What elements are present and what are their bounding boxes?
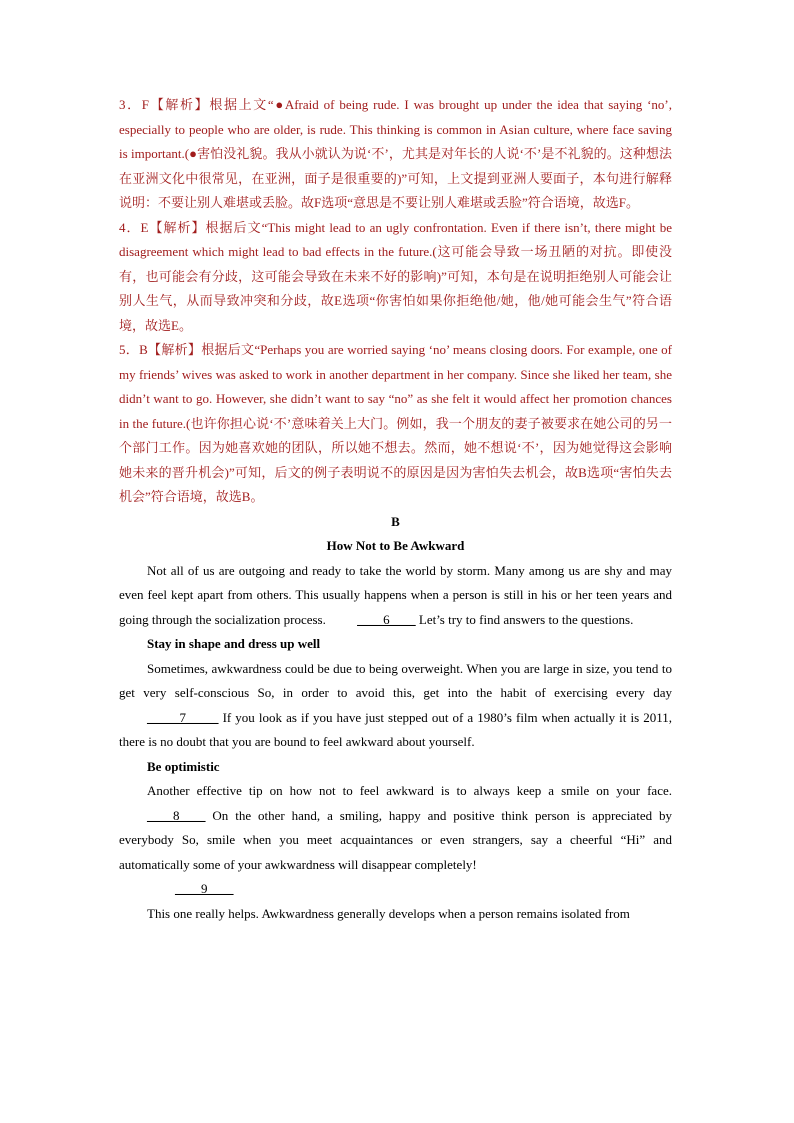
blank-7: _____7_____ (147, 709, 219, 725)
paragraph-be-optimistic: Another effective tip on how not to feel awkward is to always keep a smile on your face. ____8____ On the other hand, a smiling, happy and positive think person is appreciated by everybody So, smile when you meet acquaintances or even strangers, say a cheerful “Hi” and automatically some of your awkwardness will disappear completely! (119, 783, 672, 872)
paragraph-isolation: This one really helps. Awkwardness generally develops when a person remains isolated from (147, 905, 630, 921)
analysis-tag: 【解析】 (147, 342, 202, 357)
analysis-tag: 【解析】 (148, 219, 206, 235)
blank-9: ____9____ (175, 881, 234, 896)
document-content (119, 93, 672, 926)
answer-explanation-4 (119, 216, 672, 339)
answer-text: 根据后文“Perhaps you are worried saying ‘no’ means closing doors. For example, one of my friends’ wives was asked to work in another department in her company. Since she liked her team, she didn’t want to go. However, she didn’t want to say “no” as she felt it would affect her promotion chances in the future.(也许你担心说‘不’意味着关上大门。例如，我一个朋友的妻子被要求在她公司的另一个部门工作。因为她喜欢她的团队，所以她不想去。然而，她不想说‘不’，因为她觉得这会影响她未来的晋升机会)”可知，后文的例子表明说不的原因是因为害怕失去机会，故B选项“害怕失去机会”符合语境，故选B。 (119, 342, 672, 504)
answer-explanation-3 (119, 93, 672, 216)
answer-number: 5．B (119, 342, 148, 357)
analysis-tag: 【解析】 (149, 97, 210, 112)
subheading-stay-in-shape: Stay in shape and dress up well (147, 636, 321, 651)
answer-number: 3．F (119, 97, 150, 112)
passage-title: How Not to Be Awkward (326, 538, 465, 553)
blank-6: ____6____ (357, 611, 416, 627)
answer-text: 根据后文“This might lead to an ugly confrontation. Even if there isn’t, there might be disagreement which might lead to bad effects in the future.(这可能会导致一场丑陋的对抗。即使没有，也可能会有分歧，这可能会导致在未来不好的影响)”可知，本句是在说明拒绝别人可能会让别人生气，从而导致冲突和分歧，故E选项“你害怕如果你拒绝他/她，他/她可能会生气”符合语境，故选E。 (119, 219, 672, 333)
blank-8: ____8____ (147, 807, 206, 823)
paragraph-stay-in-shape: Sometimes, awkwardness could be due to being overweight. When you are large in size, you tend to get very self-conscious So, in order to avoid this, get into the habit of exercising every day _____7_____ If you look as if you have just stepped out of a 1980’s film when actually it is 2011, there is no doubt that you are bound to feel awkward about yourself. (119, 660, 672, 749)
intro-paragraph: Not all of us are outgoing and ready to take the world by storm. Many among us are shy and may even feel kept apart from others. This usually happens when a person is still in his or her teen years and going through the socialization process. ____6____ Let’s try to find answers to the questions. (119, 559, 672, 633)
subheading-be-optimistic: Be optimistic (147, 758, 220, 774)
answer-text: 根据上文“●Afraid of being rude. I was brought up under the idea that saying ‘no’, especially to people who are older, is rude. This thinking is common in Asian culture, where face saving is important.(●害怕没礼貌。我从小就认为说‘不’，尤其是对年长的人说‘不’是不礼貌的。这种想法在亚洲文化中很常见，在亚洲，面子是很重要的)”可知，上文提到亚洲人要面子，本句进行解释说明：不要让别人难堪或丢脸。故F选项“意思是不要让别人难堪或丢脸”符合语境，故选F。 (119, 97, 673, 210)
answer-explanation-5 (119, 338, 672, 510)
blank-9-heading (119, 877, 672, 902)
section-letter: B (391, 513, 400, 529)
answer-number: 4．E (119, 219, 149, 235)
